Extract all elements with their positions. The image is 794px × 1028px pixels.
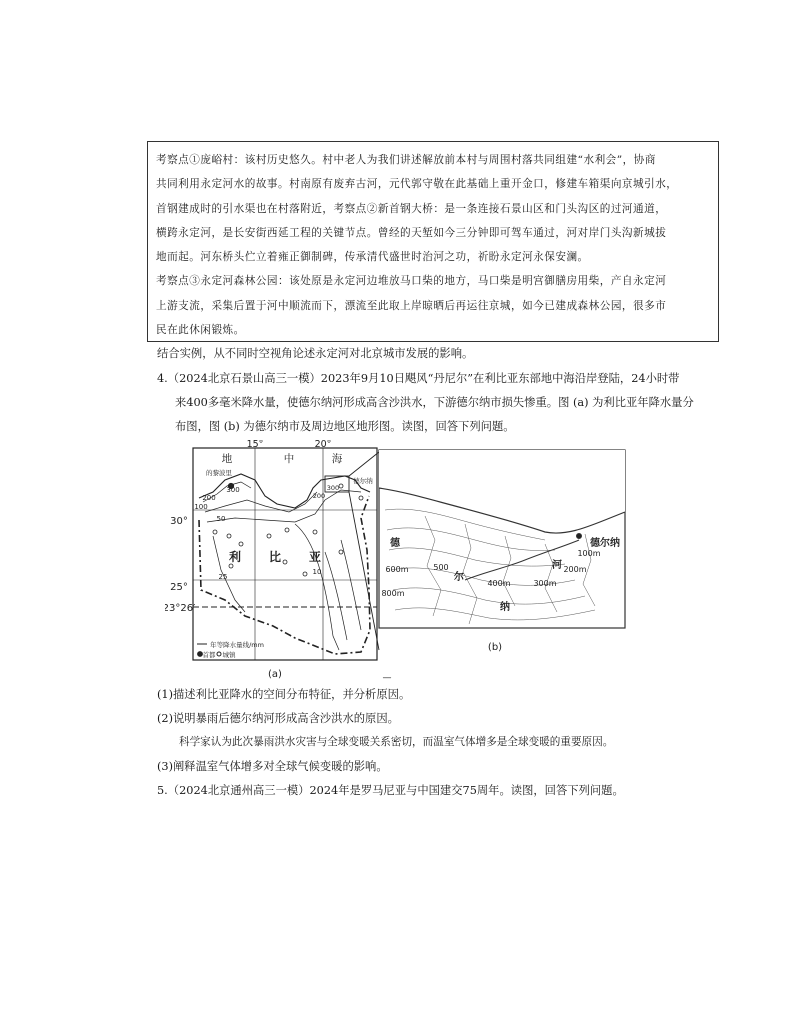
- box-line-3: 首钢建成时的引水渠也在村落附近，考察点②新首钢大桥：是一条连接石景山区和门头沟区的过河通道，: [156, 202, 667, 215]
- contour-500: 500: [433, 563, 449, 572]
- box-line-7: 上游支流，采集后置于河中顺流而下，漂流至此取上岸晾晒后再运往京城，如今已建成森林公园，很多市: [156, 299, 667, 312]
- contour-600: 600m: [385, 565, 409, 574]
- legend-capital: 首都: [202, 651, 216, 659]
- question-4-context: 科学家认为此次暴雨洪水灾害与全球变暖关系密切，而温室气体增多是全球变暖的重要原因。: [179, 736, 614, 748]
- libya-char-2: 比: [268, 550, 282, 564]
- isohyet-300-east: 300: [326, 484, 340, 492]
- question-4-3: (3)阐释温室气体增多对全球气候变暖的影响。: [157, 760, 388, 773]
- tripoli-label: 的黎波里: [206, 469, 232, 477]
- map-a: [193, 448, 379, 660]
- lon-15-label: 15°: [246, 440, 264, 450]
- lat-25-label: 25°: [170, 582, 188, 593]
- contour-800: 800m: [381, 589, 405, 598]
- legend-isohyet: 年等降水量线/mm: [210, 641, 264, 649]
- river-char-na: 纳: [500, 602, 510, 613]
- sea-label-1: 地: [221, 453, 233, 465]
- libya-char-1: 利: [228, 550, 242, 564]
- libya-char-3: 亚: [308, 550, 322, 564]
- isohyet-200-east: 200: [312, 492, 326, 500]
- legend-town: 城镇: [222, 651, 236, 659]
- isohyet-25: 25: [218, 573, 228, 581]
- caption-b: (b): [487, 642, 503, 653]
- figure-dash: —: [382, 673, 392, 680]
- box-line-1: 考察点①庞峪村：该村历史悠久。村中老人为我们讲述解放前本村与周围村落共同组建“水利会”，协商: [156, 154, 656, 166]
- derna-label-b: 德尔纳: [590, 538, 620, 549]
- river-char-er: 尔: [454, 572, 464, 583]
- question-5-line-1: 5.（2024北京通州高三一模）2024年是罗马尼亚与中国建交75周年。读图，回答下列问题。: [157, 784, 624, 797]
- river-char-de: 德: [390, 538, 400, 549]
- lon-20-label: 20°: [314, 440, 332, 450]
- isohyet-50: 50: [216, 515, 226, 523]
- box-line-4: 横跨永定河，是长安街西延工程的关键节点。曾经的天堑如今三分钟即可驾车通过，河对岸门头沟新城拔: [156, 226, 667, 239]
- box-line-8: 民在此休闲锻炼。: [156, 324, 245, 337]
- question-4-line-3: 布图，图 (b) 为德尔纳市及周边地区地形图。读图，回答下列问题。: [175, 420, 515, 433]
- isohyet-300: 300: [226, 486, 240, 494]
- contour-200: 200m: [563, 565, 587, 574]
- isohyet-100: 100: [194, 503, 208, 511]
- derna-label-a: 德尔纳: [353, 477, 373, 485]
- contour-300: 300m: [533, 579, 557, 588]
- isohyet-200: 200: [202, 494, 216, 502]
- task-statement: 结合实例，从不同时空视角论述永定河对北京城市发展的影响。: [157, 347, 474, 360]
- contour-100: 100m: [577, 549, 601, 558]
- question-4-line-1: 4.（2024北京石景山高三一模）2023年9月10日飓风“丹尼尔”在利比亚东部地中海沿岸登陆，24小时带: [157, 372, 680, 385]
- box-line-2: 共同利用永定河水的故事。村南原有废弃古河，元代郭守敬在此基础上重开金口，修建车箱渠向京城引水，: [156, 178, 678, 191]
- lat-30-label: 30°: [170, 516, 188, 527]
- box-line-6: 考察点③永定河森林公园：该处原是永定河边堆放马口柴的地方，马口柴是明宫御膳房用柴，产自永定河: [156, 275, 667, 288]
- figure-libya-maps: [165, 440, 665, 680]
- isohyet-10: 10: [312, 568, 322, 576]
- lat-2326-label: 23°26′: [165, 603, 196, 614]
- box-line-5: 地而起。河东桥头伫立着雍正御制碑，传承清代盛世时治河之功，祈盼永定河永保安澜。: [156, 251, 589, 264]
- inquiry-box: [147, 141, 719, 342]
- caption-a: (a): [268, 669, 282, 680]
- question-4-2: (2)说明暴雨后德尔纳河形成高含沙洪水的原因。: [157, 712, 399, 725]
- sea-label-3: 海: [331, 453, 343, 465]
- question-4-line-2: 来400多毫米降水量，使德尔纳河形成高含沙洪水，下游德尔纳市损失惨重。图 (a) 为利比亚年降水量分: [175, 396, 694, 409]
- contour-400: 400m: [487, 579, 511, 588]
- question-4-1: (1)描述利比亚降水的空间分布特征，并分析原因。: [157, 688, 411, 701]
- river-char-he: 河: [552, 560, 562, 571]
- sea-label-2: 中: [283, 453, 295, 465]
